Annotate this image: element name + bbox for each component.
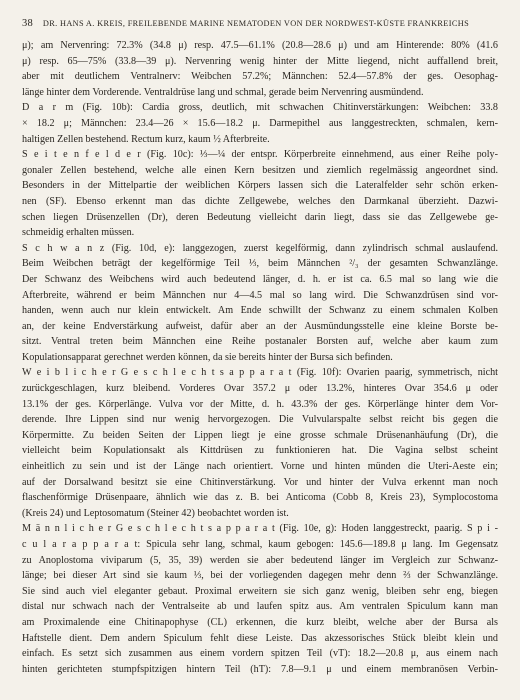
text-line: derende. Ihre Lippen sind nur wenig hervorgezogen. Die Vulvularspalte selbst reicht bis gegen die — [22, 414, 498, 426]
text-line: 13.1% der ges. Körperlänge. Vulva vor der Mitte, d. h. 43.3% der ges. Körperlänge hinter dem Vor- — [22, 398, 498, 410]
text-line: Körpermitte. Zu beiden Seiten der Lippen liegt je eine grosse schmale Drüsenanhäufung (Dr), die — [22, 429, 498, 441]
text-line: μ) resp. 65—75% (33.8—39 μ). Nervenring wenig hinter der Mitte liegend, nicht auffallend breit, — [22, 55, 498, 67]
text-line: aber mit deutlichem Ventralnerv: Weibchen 57.2%; Männchen: 52.4—57.8% der ges. Oesophag- — [22, 71, 498, 83]
text-line: μ); am Nervenring: 72.3% (34.8 μ) resp. 47.5—61.1% (20.8—28.6 μ) und am Hinterende: 80% (41.6 — [22, 40, 498, 51]
text-line: länge hinter dem Vorderende. Ventraldrüse lang und schmal, gerade beim Nervenring ausmündend. — [22, 86, 424, 98]
text-line: haltigen Zellen bestehend. Rectum kurz, kaum ½ Afterbreite. — [22, 133, 270, 145]
text-line: schmeidig erhalten müssen. — [22, 227, 135, 239]
text-line: Beim Weibchen beträgt der kegelförmige Teil ⅓, beim Männchen ²/₃ der gesamten Schwanzlänge. — [22, 258, 498, 270]
text-line: S e i t e n f e l d e r (Fig. 10c): ⅓—¼ der entspr. Körperbreite einnehmend, aus einer Reihe poly- — [22, 149, 498, 161]
text-line: einheitlich zu sein und ist der Länge nach orientiert. Vorne und hinten münden die Uteri-Aeste ein; — [22, 461, 498, 473]
text-line: nen (SF). Ebenso erkennt man das dichte Zellgewebe, welches den Darmkanal überzieht. Dazwi- — [22, 195, 498, 207]
page-number: 38 — [22, 18, 33, 29]
text-line: flaschenförmige Drüsenpaare, ähnlich wie das z. B. bei Anticoma (Cobb 8, Kreis 23), Symplocostoma — [22, 492, 498, 504]
text-line: Afterbreite, während er beim Männchen nur 4—4.5 mal so lang wird. Die Schwanzdrüsen sind vor- — [22, 289, 498, 301]
text-line: S c h w a n z (Fig. 10d, e): langgezogen, zuerst kegelförmig, dann zylindrisch schmal auslaufend. — [22, 242, 498, 254]
text-line: Kopulationsapparat gerechnet werden können, da sie bereits hinter der Bursa sich befinden. — [22, 351, 393, 363]
text-line: × 18.2 μ; Männchen: 23.4—26 × 15.6—18.2 μ. Darmepithel aus langgestreckten, schmalen, kern- — [22, 117, 498, 129]
text-line: Sie sind auch viel eleganter gebaut. Proximal erweitern sie sich ganz wenig, bleiben sehr eng, biegen — [22, 585, 498, 597]
text-line: auf der Dorsalwand besitzt sie eine Chitinverstärkung. Vor und hinter der Vulva erkennt man noch — [22, 476, 498, 488]
text-line: vielleicht beim Kopulationsakt als Kittdrüsen zu funktionieren hat. Die Vagina selbst scheint — [22, 445, 498, 457]
text-line: schen liegen Drüsenzellen (Dr), deren Bedeutung vielleicht darin liegt, dass sie das Zellgewebe ge- — [22, 211, 498, 223]
text-line: sitzt. Ventral treten beim Männchen eine Reihe postanaler Borsten auf, welche aber kaum zum — [22, 336, 498, 348]
text-line: zu Anoplostoma viviparum (5, 35, 39) werden sie aber bedeutend länger im Vergleich zur Schwanz- — [22, 554, 498, 566]
running-header — [22, 18, 498, 34]
text-line: Der Schwanz des Weibchens wird auch bedeutend länger, d. h. er ist ca. 6.5 mal so lang wie die — [22, 273, 498, 285]
text-line: M ä n n l i c h e r G e s c h l e c h t s a p p a r a t (Fig. 10e, g): Hoden langgestreckt, paarig. S p i - — [22, 523, 498, 535]
text-line: am Proximalende eine Chitinapophyse (CL) erkennen, die kurz bleibt, welche aber der Bursa als — [22, 616, 498, 628]
text-line: W e i b l i c h e r G e s c h l e c h t s a p p a r a t (Fig. 10f): Ovarien paarig, symmetrisch, nicht — [22, 367, 498, 379]
text-line: Besonders in der Mittelpartie der weiblichen Körpers lassen sich die Lateralfelder sehr schön erken- — [22, 180, 498, 192]
text-line: handen, wenn auch nur klein entwickelt. Am Ende schwillt der Schwanz zu einem schmalen Kolben — [22, 305, 498, 317]
text-line: an, der keine Endverstärkung aufweist, dafür aber an der Ausmündungsstelle eine kleine Borste be- — [22, 320, 498, 332]
text-line: länge; bei dieser Art sind sie kaum ⅓, bei der vorliegenden dagegen mehr denn ⅔ der Schwanzlänge. — [22, 570, 498, 582]
text-line: (Kreis 24) und Leptosomatum (Steiner 42) beobachtet worden ist. — [22, 507, 289, 519]
text-line: einfach. Es setzt sich zusammen aus einem vordern spitzen Teil (vT): 18.2—20.8 μ, aus einem nach — [22, 648, 498, 660]
running-title: DR. HANS A. KREIS, FREILEBENDE MARINE NEMATODEN VON DER NORDWEST-KÜSTE FRANKREICHS — [42, 19, 470, 28]
text-line: distal nur schwach nach der Ventralseite ab und laufen spitz aus. Am ventralen Spiculum kann man — [22, 601, 498, 613]
body-text — [22, 38, 498, 677]
text-line: c u l a r a p p a r a t: Spicula sehr lang, schmal, kaum gebogen: 145.6—189.8 μ lang. Im Gegensatz — [22, 539, 498, 550]
text-line: Haftstelle dient. Dem andern Spiculum fehlt diese Leiste. Das akzessorisches Stück bleibt klein und — [22, 632, 498, 644]
text-line: D a r m (Fig. 10b): Cardia gross, deutlich, mit schwachen Chitinverstärkungen: Weibchen: 33.8 — [22, 102, 498, 114]
text-line: hinten gerichteten stumpfspitzigen hintern Teil (hT): 7.8—9.1 μ und einem membranösen Verbin- — [22, 663, 498, 675]
text-line: gonaler Zellen bestehend, welche alle einen Kern besitzen und ziemlich regelmässig angeordnet sind. — [22, 164, 498, 176]
text-line: zurückgeschlagen, kurz bleibend. Vorderes Ovar 357.2 μ oder 13.2%, hinteres Ovar 354.6 μ oder — [22, 383, 498, 395]
